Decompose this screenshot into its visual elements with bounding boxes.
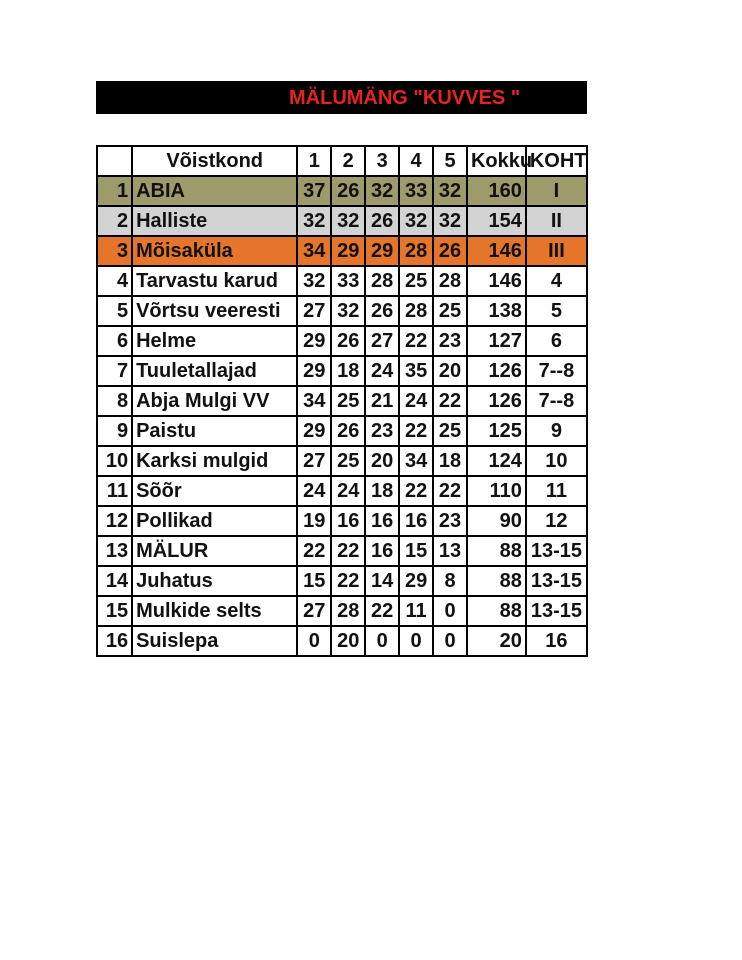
row-rank: 8 xyxy=(97,386,132,416)
row-team-name: Abja Mulgi VV xyxy=(132,386,297,416)
row-place: 13-15 xyxy=(526,536,587,566)
row-round-3: 16 xyxy=(365,536,399,566)
row-round-1: 27 xyxy=(297,596,331,626)
row-rank: 4 xyxy=(97,266,132,296)
row-total: 125 xyxy=(467,416,526,446)
row-team-name: Suislepa xyxy=(132,626,297,656)
row-total: 126 xyxy=(467,356,526,386)
row-place: 6 xyxy=(526,326,587,356)
row-round-1: 19 xyxy=(297,506,331,536)
row-team-name: ABIA xyxy=(132,176,297,206)
row-round-2: 25 xyxy=(331,446,365,476)
row-round-5: 18 xyxy=(433,446,467,476)
row-round-3: 28 xyxy=(365,266,399,296)
table-row xyxy=(97,446,587,476)
row-place: 5 xyxy=(526,296,587,326)
row-place: 7--8 xyxy=(526,356,587,386)
row-round-1: 24 xyxy=(297,476,331,506)
row-round-5: 13 xyxy=(433,536,467,566)
row-round-5: 26 xyxy=(433,236,467,266)
row-round-1: 37 xyxy=(297,176,331,206)
row-round-5: 0 xyxy=(433,596,467,626)
row-round-1: 29 xyxy=(297,416,331,446)
table-row xyxy=(97,206,587,236)
row-total: 90 xyxy=(467,506,526,536)
row-round-4: 25 xyxy=(399,266,433,296)
row-round-2: 32 xyxy=(331,206,365,236)
row-round-4: 11 xyxy=(399,596,433,626)
row-team-name: Halliste xyxy=(132,206,297,236)
row-rank: 6 xyxy=(97,326,132,356)
row-round-3: 21 xyxy=(365,386,399,416)
row-round-3: 26 xyxy=(365,206,399,236)
row-round-5: 25 xyxy=(433,296,467,326)
row-team-name: Juhatus xyxy=(132,566,297,596)
row-rank: 2 xyxy=(97,206,132,236)
page-title: MÄLUMÄNG "KUVVES " xyxy=(289,87,521,109)
row-round-4: 35 xyxy=(399,356,433,386)
row-team-name: Mõisaküla xyxy=(132,236,297,266)
header-round-1: 1 xyxy=(297,146,331,176)
row-round-5: 0 xyxy=(433,626,467,656)
header-place: KOHT xyxy=(526,146,587,176)
row-rank: 14 xyxy=(97,566,132,596)
row-place: 16 xyxy=(526,626,587,656)
row-round-2: 26 xyxy=(331,326,365,356)
row-place: II xyxy=(526,206,587,236)
row-total: 124 xyxy=(467,446,526,476)
row-round-4: 22 xyxy=(399,476,433,506)
row-place: 10 xyxy=(526,446,587,476)
row-place: 12 xyxy=(526,506,587,536)
row-round-2: 16 xyxy=(331,506,365,536)
row-round-2: 25 xyxy=(331,386,365,416)
row-round-5: 23 xyxy=(433,326,467,356)
row-round-2: 22 xyxy=(331,536,365,566)
table-row xyxy=(97,596,587,626)
row-round-4: 22 xyxy=(399,326,433,356)
row-round-2: 33 xyxy=(331,266,365,296)
row-total: 20 xyxy=(467,626,526,656)
row-round-1: 27 xyxy=(297,296,331,326)
row-round-2: 18 xyxy=(331,356,365,386)
row-total: 138 xyxy=(467,296,526,326)
table-row xyxy=(97,476,587,506)
table-row xyxy=(97,266,587,296)
row-round-1: 34 xyxy=(297,236,331,266)
table-row xyxy=(97,416,587,446)
row-round-5: 20 xyxy=(433,356,467,386)
row-round-2: 20 xyxy=(331,626,365,656)
row-round-1: 22 xyxy=(297,536,331,566)
row-round-5: 25 xyxy=(433,416,467,446)
row-team-name: Pollikad xyxy=(132,506,297,536)
row-round-4: 28 xyxy=(399,296,433,326)
row-round-2: 26 xyxy=(331,176,365,206)
row-place: 9 xyxy=(526,416,587,446)
header-total: Kokku xyxy=(467,146,526,176)
row-round-5: 8 xyxy=(433,566,467,596)
row-rank: 7 xyxy=(97,356,132,386)
row-team-name: Helme xyxy=(132,326,297,356)
row-round-3: 26 xyxy=(365,296,399,326)
row-round-3: 23 xyxy=(365,416,399,446)
row-rank: 9 xyxy=(97,416,132,446)
row-rank: 13 xyxy=(97,536,132,566)
row-place: III xyxy=(526,236,587,266)
row-round-4: 33 xyxy=(399,176,433,206)
row-round-2: 22 xyxy=(331,566,365,596)
row-round-2: 26 xyxy=(331,416,365,446)
table-row xyxy=(97,326,587,356)
row-round-2: 32 xyxy=(331,296,365,326)
header-round-5: 5 xyxy=(433,146,467,176)
row-round-2: 24 xyxy=(331,476,365,506)
row-round-3: 0 xyxy=(365,626,399,656)
row-round-5: 22 xyxy=(433,386,467,416)
row-total: 127 xyxy=(467,326,526,356)
header-round-4: 4 xyxy=(399,146,433,176)
row-team-name: Tuuletallajad xyxy=(132,356,297,386)
row-rank: 5 xyxy=(97,296,132,326)
row-rank: 1 xyxy=(97,176,132,206)
row-round-3: 18 xyxy=(365,476,399,506)
row-round-1: 29 xyxy=(297,356,331,386)
row-rank: 12 xyxy=(97,506,132,536)
header-round-2: 2 xyxy=(331,146,365,176)
row-round-1: 15 xyxy=(297,566,331,596)
row-round-5: 32 xyxy=(433,206,467,236)
row-round-1: 29 xyxy=(297,326,331,356)
row-total: 146 xyxy=(467,266,526,296)
row-team-name: MÄLUR xyxy=(132,536,297,566)
table-row xyxy=(97,626,587,656)
row-team-name: Paistu xyxy=(132,416,297,446)
row-rank: 15 xyxy=(97,596,132,626)
row-round-3: 32 xyxy=(365,176,399,206)
row-round-4: 15 xyxy=(399,536,433,566)
row-round-2: 28 xyxy=(331,596,365,626)
row-team-name: Tarvastu karud xyxy=(132,266,297,296)
row-round-5: 28 xyxy=(433,266,467,296)
row-round-4: 28 xyxy=(399,236,433,266)
row-round-4: 24 xyxy=(399,386,433,416)
table-row xyxy=(97,566,587,596)
row-total: 126 xyxy=(467,386,526,416)
row-round-3: 27 xyxy=(365,326,399,356)
row-round-1: 0 xyxy=(297,626,331,656)
row-place: 13-15 xyxy=(526,566,587,596)
row-rank: 16 xyxy=(97,626,132,656)
row-round-3: 22 xyxy=(365,596,399,626)
row-place: 4 xyxy=(526,266,587,296)
row-place: I xyxy=(526,176,587,206)
row-round-3: 24 xyxy=(365,356,399,386)
row-round-1: 27 xyxy=(297,446,331,476)
row-rank: 10 xyxy=(97,446,132,476)
header-rank xyxy=(97,146,132,176)
row-round-3: 29 xyxy=(365,236,399,266)
row-round-5: 23 xyxy=(433,506,467,536)
table-row xyxy=(97,356,587,386)
row-round-4: 32 xyxy=(399,206,433,236)
table-row xyxy=(97,236,587,266)
row-round-5: 22 xyxy=(433,476,467,506)
row-place: 7--8 xyxy=(526,386,587,416)
row-total: 154 xyxy=(467,206,526,236)
row-round-3: 16 xyxy=(365,506,399,536)
row-round-3: 14 xyxy=(365,566,399,596)
row-rank: 11 xyxy=(97,476,132,506)
row-rank: 3 xyxy=(97,236,132,266)
row-round-3: 20 xyxy=(365,446,399,476)
table-row xyxy=(97,296,587,326)
row-round-4: 34 xyxy=(399,446,433,476)
row-team-name: Mulkide selts xyxy=(132,596,297,626)
row-round-5: 32 xyxy=(433,176,467,206)
results-table xyxy=(96,145,588,657)
table-row xyxy=(97,386,587,416)
row-round-4: 22 xyxy=(399,416,433,446)
row-team-name: Karksi mulgid xyxy=(132,446,297,476)
table-header-row xyxy=(97,146,587,176)
table-row xyxy=(97,176,587,206)
row-total: 110 xyxy=(467,476,526,506)
row-total: 88 xyxy=(467,596,526,626)
header-team: Võistkond xyxy=(132,146,297,176)
row-total: 160 xyxy=(467,176,526,206)
table-row xyxy=(97,536,587,566)
row-round-1: 32 xyxy=(297,206,331,236)
row-team-name: Sõõr xyxy=(132,476,297,506)
header-round-3: 3 xyxy=(365,146,399,176)
row-round-4: 29 xyxy=(399,566,433,596)
row-place: 13-15 xyxy=(526,596,587,626)
row-round-1: 34 xyxy=(297,386,331,416)
row-place: 11 xyxy=(526,476,587,506)
row-round-4: 0 xyxy=(399,626,433,656)
row-total: 146 xyxy=(467,236,526,266)
row-total: 88 xyxy=(467,536,526,566)
row-total: 88 xyxy=(467,566,526,596)
table-row xyxy=(97,506,587,536)
row-team-name: Võrtsu veeresti xyxy=(132,296,297,326)
row-round-1: 32 xyxy=(297,266,331,296)
row-round-2: 29 xyxy=(331,236,365,266)
row-round-4: 16 xyxy=(399,506,433,536)
